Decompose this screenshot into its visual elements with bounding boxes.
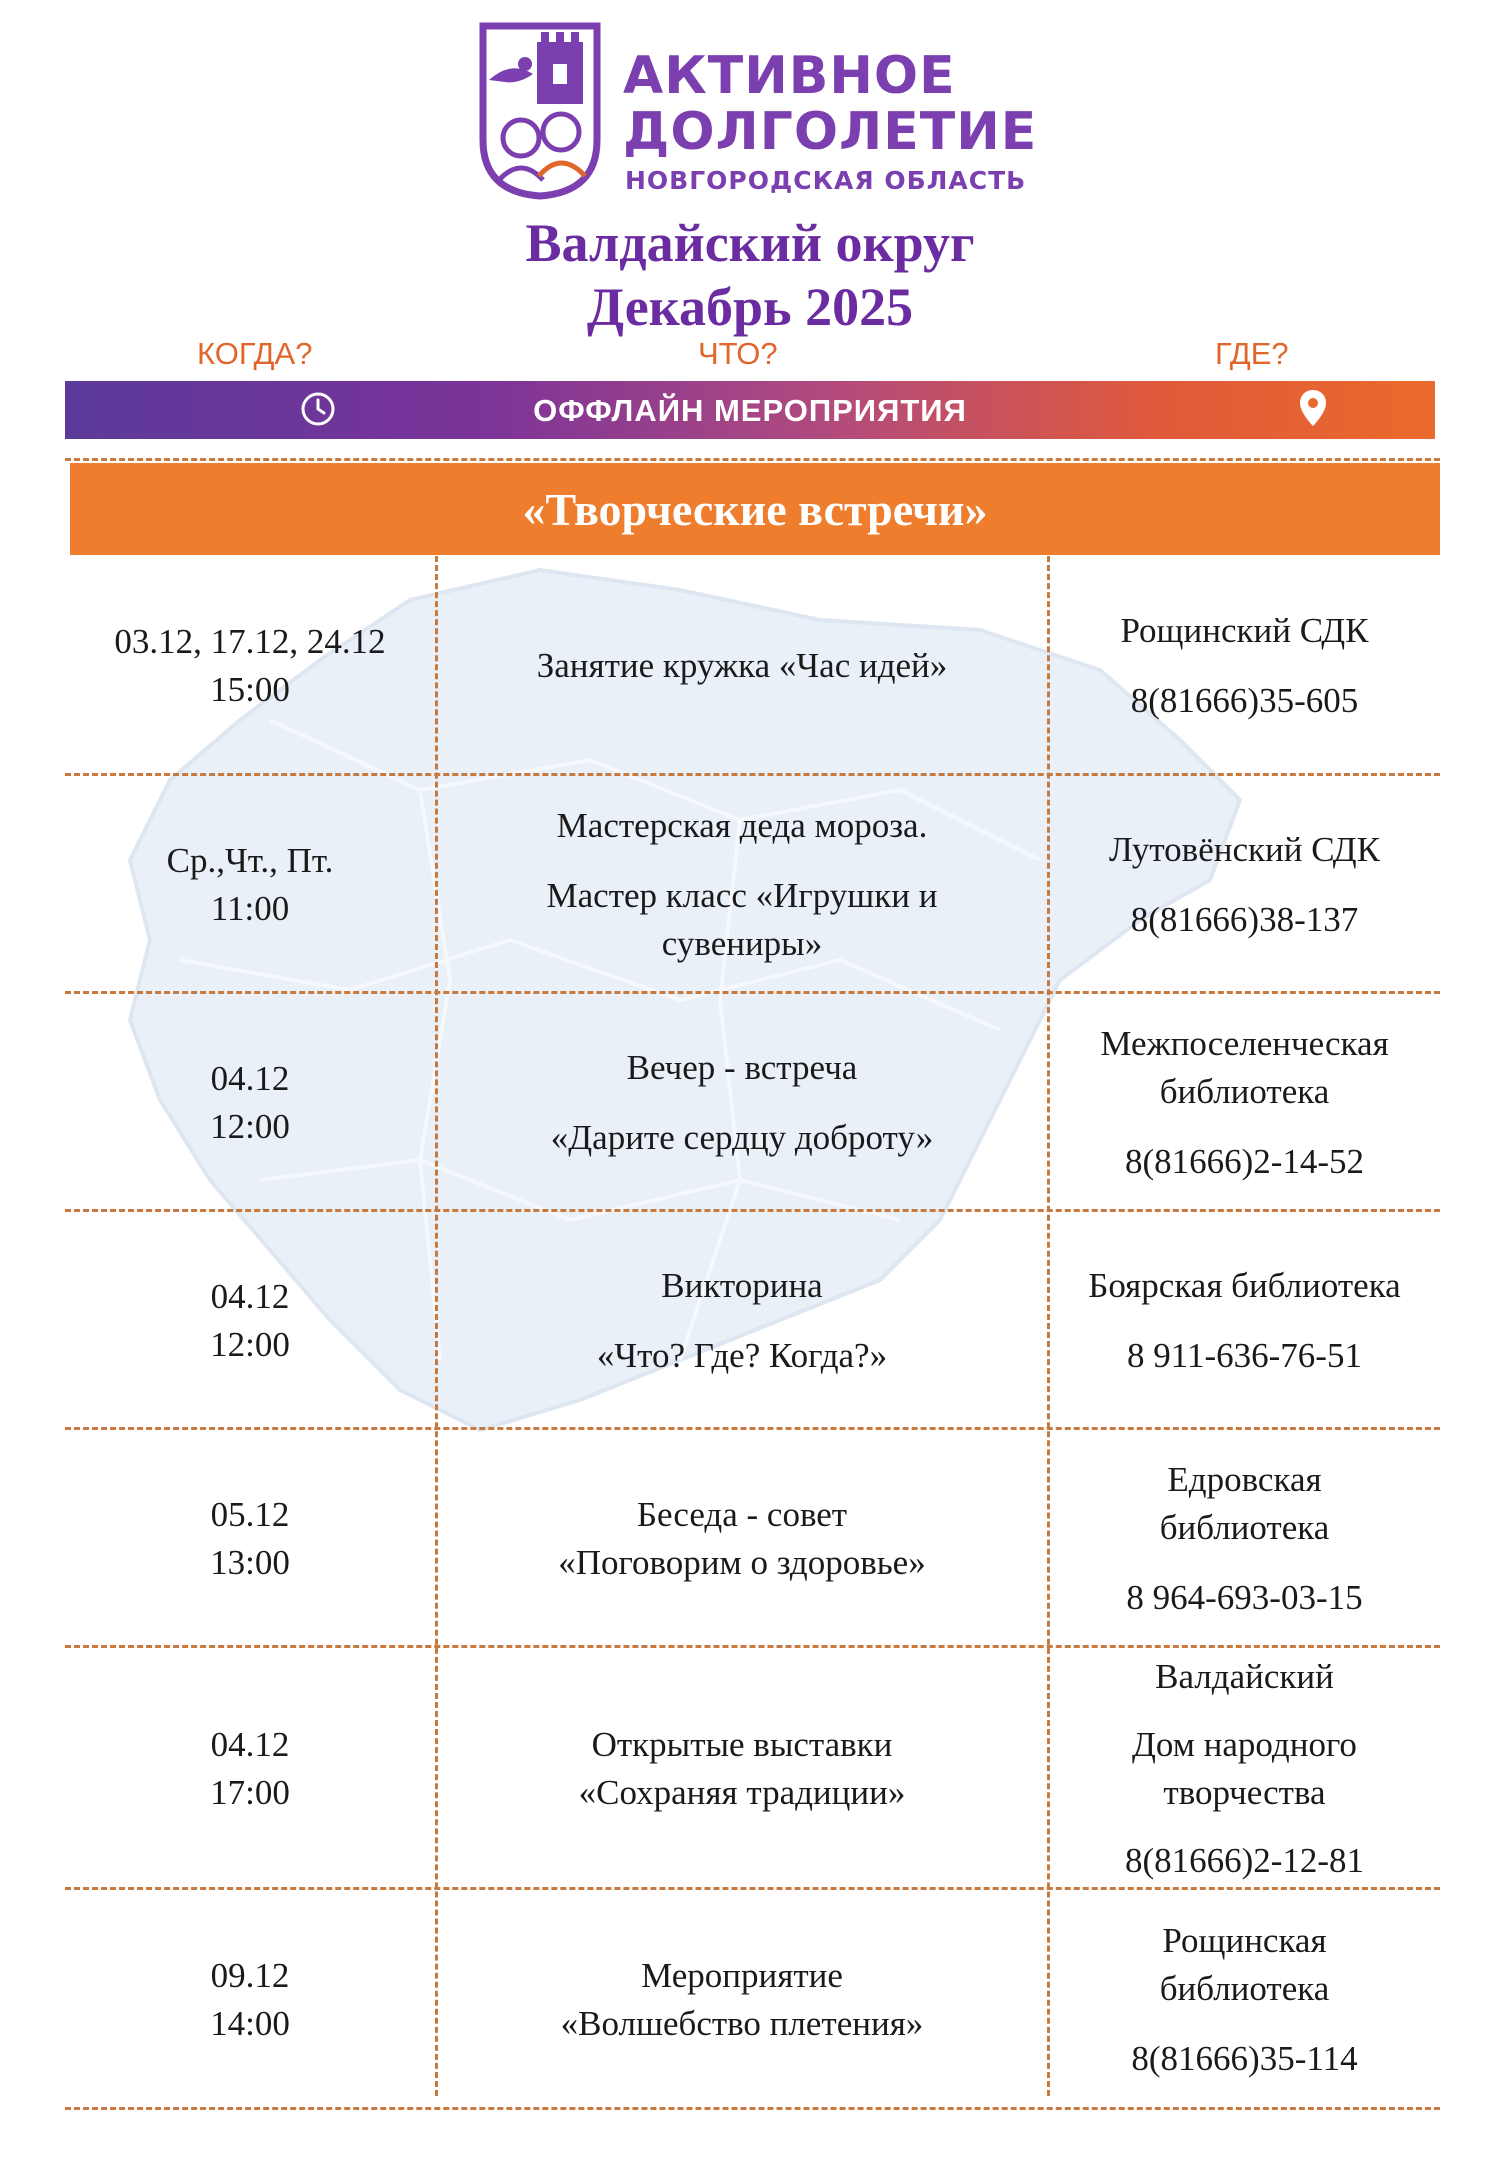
event-phone: 8(81666)35-114 <box>1131 2039 1358 2078</box>
event-title: Вечер - встреча <box>626 1048 858 1087</box>
event-phone: 8(81666)35-605 <box>1130 681 1359 720</box>
event-subtitle-cont: сувениры» <box>661 924 823 963</box>
table-row <box>65 994 1440 1212</box>
event-what <box>437 1648 1047 1890</box>
event-time: 12:00 <box>210 1325 290 1364</box>
logo-emblem-icon <box>475 20 605 200</box>
event-phone: 8(81666)2-12-81 <box>1124 1841 1365 1880</box>
logo <box>475 20 1038 200</box>
row-divider <box>65 2107 1440 2110</box>
page-title-month: Декабрь 2025 <box>586 277 914 337</box>
event-time: 13:00 <box>210 1543 290 1582</box>
table-row <box>65 1890 1440 2110</box>
event-title: Мероприятие <box>641 1956 843 1995</box>
event-phone: 8(81666)2-14-52 <box>1124 1142 1365 1181</box>
event-venue-cont: библиотека <box>1159 1969 1330 2008</box>
logo-text-line2: ДОЛГОЛЕТИЕ <box>623 102 1038 162</box>
event-title: Беседа - совет <box>636 1495 848 1534</box>
event-venue: Рощинский СДК <box>1120 611 1369 650</box>
event-where <box>1049 1890 1440 2110</box>
event-date: Ср.,Чт., Пт. <box>166 841 334 880</box>
event-what <box>437 1890 1047 2110</box>
map-pin-icon <box>1298 388 1328 428</box>
event-venue-cont: библиотека <box>1159 1072 1330 1111</box>
offline-events-bar <box>65 381 1435 439</box>
event-date: 05.12 <box>210 1495 290 1534</box>
event-date: 03.12, 17.12, 24.12 <box>114 622 386 661</box>
logo-text-region: НОВГОРОДСКАЯ ОБЛАСТЬ <box>625 166 1027 195</box>
event-title: Мастерская деда мороза. <box>556 806 928 845</box>
section-title: «Творческие встречи» <box>522 484 988 535</box>
table-row <box>65 1212 1440 1430</box>
event-what <box>437 1430 1047 1648</box>
table-row <box>65 776 1440 994</box>
event-venue: Рощинская <box>1162 1921 1327 1960</box>
event-where <box>1049 556 1440 776</box>
table-row <box>65 1430 1440 1648</box>
event-when <box>65 1648 435 1890</box>
event-time: 12:00 <box>210 1107 290 1146</box>
event-phone: 8(81666)38-137 <box>1130 900 1359 939</box>
event-where <box>1049 994 1440 1212</box>
event-time: 17:00 <box>210 1773 290 1812</box>
event-title: Занятие кружка «Час идей» <box>536 646 948 685</box>
event-venue: Лутовёнский СДК <box>1108 830 1381 869</box>
event-where <box>1049 1648 1440 1890</box>
event-venue-cont: Дом народного творчества <box>1132 1725 1357 1812</box>
event-when <box>65 776 435 994</box>
event-where <box>1049 1212 1440 1430</box>
event-venue-cont: библиотека <box>1159 1508 1330 1547</box>
event-subtitle: «Сохраняя традиции» <box>578 1773 906 1812</box>
event-subtitle: «Что? Где? Когда?» <box>596 1336 888 1375</box>
event-time: 11:00 <box>210 889 290 928</box>
event-where <box>1049 776 1440 994</box>
table-row <box>65 1648 1440 1890</box>
event-phone: 8 911-636-76-51 <box>1127 1336 1362 1375</box>
when-label: КОГДА? <box>197 336 313 371</box>
event-what <box>437 1212 1047 1430</box>
event-what <box>437 776 1047 994</box>
what-label: ЧТО? <box>698 336 778 371</box>
event-when <box>65 994 435 1212</box>
event-subtitle: «Волшебство плетения» <box>560 2004 924 2043</box>
event-date: 04.12 <box>210 1725 290 1764</box>
event-when <box>65 1890 435 2110</box>
table-row <box>65 556 1440 776</box>
offline-events-label: ОФФЛАЙН МЕРОПРИЯТИЯ <box>533 393 967 428</box>
event-venue: Едровская <box>1167 1460 1322 1499</box>
event-time: 15:00 <box>210 670 290 709</box>
where-label: ГДЕ? <box>1215 336 1289 371</box>
event-venue: Межпоселенческая <box>1100 1024 1389 1063</box>
event-subtitle: «Дарите сердцу доброту» <box>550 1118 934 1157</box>
event-when <box>65 556 435 776</box>
event-where <box>1049 1430 1440 1648</box>
logo-text-line1: АКТИВНОЕ <box>623 46 956 106</box>
event-title: Викторина <box>661 1266 823 1305</box>
section-banner <box>70 463 1440 555</box>
event-subtitle: Мастер класс «Игрушки и <box>546 876 938 915</box>
page-title-district: Валдайский округ <box>525 213 975 273</box>
event-date: 04.12 <box>210 1277 290 1316</box>
event-venue: Боярская библиотека <box>1088 1266 1401 1305</box>
event-what <box>437 556 1047 776</box>
event-phone: 8 964-693-03-15 <box>1126 1578 1363 1617</box>
event-what <box>437 994 1047 1212</box>
event-date: 04.12 <box>210 1059 290 1098</box>
event-time: 14:00 <box>210 2004 290 2043</box>
event-when <box>65 1430 435 1648</box>
event-when <box>65 1212 435 1430</box>
event-date: 09.12 <box>210 1956 290 1995</box>
event-venue: Валдайский <box>1155 1657 1334 1696</box>
event-title: Открытые выставки <box>591 1725 893 1764</box>
divider <box>65 458 1440 461</box>
event-subtitle: «Поговорим о здоровье» <box>558 1543 926 1582</box>
